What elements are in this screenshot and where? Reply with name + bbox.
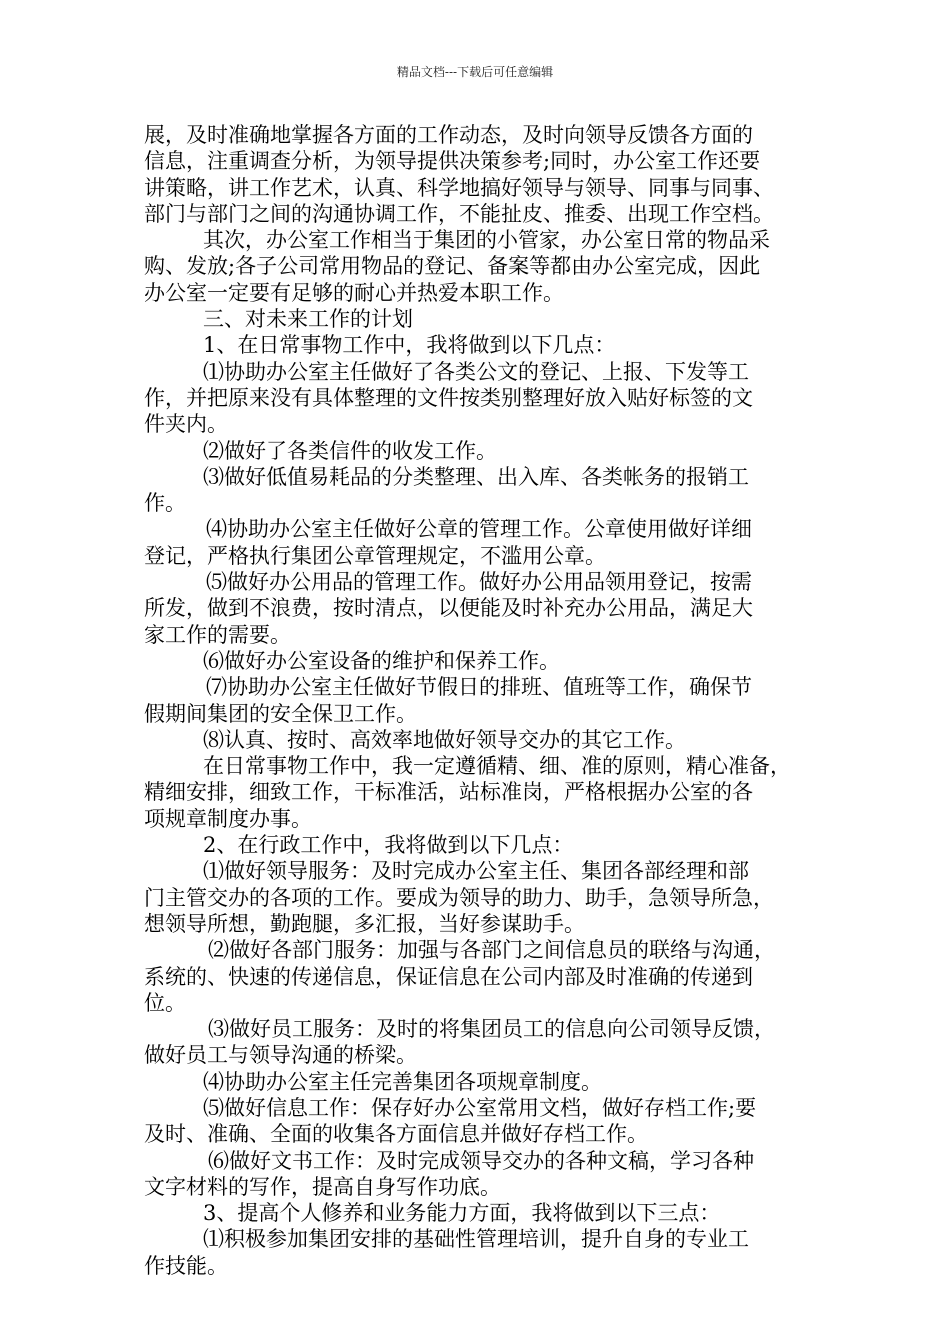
text-line: 2、在行政工作中，我将做到以下几点： [203, 833, 574, 858]
text-line: ⑺协助办公室主任做好节假日的排班、值班等工作，确保节 [206, 675, 752, 700]
document-body [144, 122, 824, 1279]
text-line: 位。 [144, 990, 186, 1015]
text-line: 展，及时准确地掌握各方面的工作动态，及时向领导反馈各方面的 [144, 123, 753, 147]
text-line: 信息，注重调查分析，为领导提供决策参考;同时，办公室工作还要 [144, 149, 761, 174]
text-line: 作，并把原来没有具体整理的文件按类别整理好放入贴好标签的文 [144, 385, 753, 410]
text-line: ⑷协助办公室主任做好公章的管理工作。公章使用做好详细 [206, 517, 752, 542]
text-line: 讲策略，讲工作艺术，认真、科学地搞好领导与领导、同事与同事、 [144, 175, 774, 200]
text-line: 登记，严格执行集团公章管理规定，不滥用公章。 [144, 543, 606, 568]
page-header: 精品文档---下载后可任意编辑 [396, 65, 554, 79]
text-line: ⑻认真、按时、高效率地做好领导交办的其它工作。 [203, 727, 686, 752]
text-line: 3、提高个人修养和业务能力方面，我将做到以下三点： [203, 1201, 721, 1226]
text-line: ⑶做好低值易耗品的分类整理、出入库、各类帐务的报销工 [203, 464, 749, 489]
text-line: 文字材料的写作，提高自身写作功底。 [144, 1174, 501, 1199]
text-line: ⑵做好各部门服务：加强与各部门之间信息员的联络与沟通， [208, 938, 775, 963]
text-line: 作技能。 [144, 1253, 228, 1278]
text-line: 作。 [144, 491, 186, 516]
text-line: ⑹做好办公室设备的维护和保养工作。 [203, 648, 560, 673]
text-line: 部门与部门之间的沟通协调工作，不能扯皮、推委、出现工作空档。 [144, 201, 774, 226]
text-line: 家工作的需要。 [144, 622, 291, 647]
text-line: 及时、准确、全面的收集各方面信息并做好存档工作。 [144, 1122, 648, 1147]
text-line: 在日常事物工作中，我一定遵循精、细、准的原则，精心准备， [203, 754, 791, 779]
text-line: 所发，做到不浪费，按时清点，以便能及时补充办公用品，满足大 [144, 596, 753, 621]
text-line: 购、发放;各子公司常用物品的登记、备案等都由办公室完成，因此 [144, 254, 761, 279]
text-line: 1、在日常事物工作中，我将做到以下几点： [203, 333, 616, 358]
text-line: 假期间集团的安全保卫工作。 [144, 701, 417, 726]
text-line: ⑸做好办公用品的管理工作。做好办公用品领用登记，按需 [206, 570, 752, 595]
text-line: ⑴做好领导服务：及时完成办公室主任、集团各部经理和部 [203, 859, 749, 884]
text-line: 项规章制度办事。 [144, 806, 312, 831]
text-line: ⑸做好信息工作：保存好办公室常用文档，做好存档工作;要 [203, 1095, 757, 1120]
text-line: 做好员工与领导沟通的桥梁。 [144, 1043, 417, 1068]
text-line: 精细安排，细致工作，干标准活，站标准岗，严格根据办公室的各 [144, 780, 753, 805]
text-line: 件夹内。 [144, 412, 228, 437]
text-line: ⑶做好员工服务：及时的将集团员工的信息向公司领导反馈， [208, 1017, 775, 1042]
text-line: ⑴协助办公室主任做好了各类公文的登记、上报、下发等工 [203, 359, 749, 384]
text-line: ⑷协助办公室主任完善集团各项规章制度。 [203, 1069, 602, 1094]
text-line: ⑹做好文书工作：及时完成领导交办的各种文稿，学习各种 [208, 1148, 754, 1173]
text-line: 想领导所想，勤跑腿，多汇报，当好参谋助手。 [144, 911, 585, 936]
text-line: 办公室一定要有足够的耐心并热爱本职工作。 [144, 280, 564, 305]
text-line: 系统的、快速的传递信息，保证信息在公司内部及时准确的传递到 [144, 964, 753, 989]
text-line: ⑵做好了各类信件的收发工作。 [203, 438, 497, 463]
text-line: ⑴积极参加集团安排的基础性管理培训，提升自身的专业工 [203, 1227, 749, 1252]
text-line: 其次，办公室工作相当于集团的小管家，办公室日常的物品采 [203, 228, 770, 253]
text-line: 三、对未来工作的计划 [203, 307, 413, 332]
text-line: 门主管交办的各项的工作。要成为领导的助力、助手，急领导所急， [144, 885, 774, 910]
